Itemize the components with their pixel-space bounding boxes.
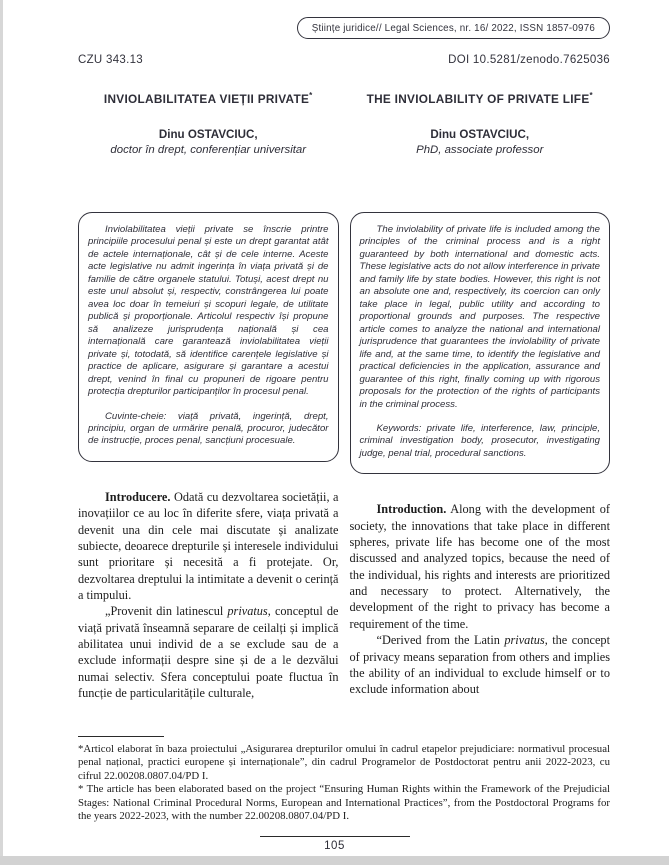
second-paragraph-ro [78,603,339,701]
journal-badge: Științe juridice// Legal Sciences, nr. 16/ 2022, ISSN 1857-0976 [297,17,610,39]
body-text-ro [78,489,339,701]
article-title-en-text: THE INVIOLABILITY OF PRIVATE LIFE [366,91,590,106]
intro-lead-ro: Introducere. [105,489,171,504]
footnotes-section [78,736,610,824]
para2-post-ro: , conceptul de viață privată înseamnă separare de ceilalți și implică abilitatea unui individ de a se exclude sau de a exclude informații despre sine și de a le dezvălui numai selectiv. Sfera conceptului poate fluctua în funcție de particularitățile culturale, [78,604,339,701]
page-footer [0,836,669,852]
doi-label: DOI 10.5281/zenodo.7625036 [448,54,610,66]
second-paragraph-en [350,632,611,697]
author-affiliation-ro: doctor în drept, conferențiar universitar [110,143,307,156]
para2-post-en: , the concept of privacy means separation from others and implies the ability of an individual to exclude himself or to exclude information about [349,633,610,697]
page-bottom-edge [0,856,669,865]
abstract-text-ro: Inviolabilitatea vieții private se înscrie printre principiile procesului penal și este un drept garantat atât de actele internaționale, cât și de cele interne. Aceste acte legislative nu admit ingerința în viața privată și de familie de către organele statului. Totuși, acest drept nu este unul absolut și, respectiv, constrângerea lui poate avea loc doar în temeiuri și scopuri legale, de utilitate publică și proporționale. Articolul respectiv își propune să analizeze jurisprudența națională și cea internațională care garantează inviolabilitatea vieții private și, totodată, să identifice carențele legislative și practice de aplicare, asigurare și garantare a acestui drept, venind în final cu propuneri de rigoare pentru protecția drepturilor participanților în procesul penal. [88,223,329,398]
intro-text-en: Along with the development of society, the innovations that take place in different spheres, private life has become one of the most discussed and analyzed topics, because the need of the individual, his rights and interests are prioritized and necessary to protect. Alternatively, the development of the right to privacy has become a requirement of the time. [349,502,610,631]
author-name-en: Dinu OSTAVCIUC, [430,128,530,142]
intro-paragraph-en [350,501,611,632]
title-footnote-marker-en: * [589,91,593,100]
article-title-ro-text: INVIOLABILITATEA VIEȚII PRIVATE [103,91,310,106]
page-number-rule [260,836,410,837]
para2-pre-en: “Derived from the Latin [376,633,505,648]
article-title-en [350,91,611,107]
author-block-en [350,128,611,157]
body-text-en [350,501,611,697]
column-romanian [78,91,339,701]
footnote-en: * The article has been elaborated based on the project “Ensuring Human Rights within the Framework of the Prejudicial Stages: National Criminal Procedural Norms, European and International Practices”, from the Postdoctoral Programs for the years 2022-2023, with the number 22.00208.0807.04/PD I. [78,783,610,823]
abstract-text-en: The inviolability of private life is included among the principles of the criminal process and is a right guaranteed by both international and domestic acts. These legislative acts do not allow interference in private and family life by state bodies. However, this right is not an absolute one and, respectively, its coercion can only take place in legal, public utility and according to proportional grounds and purposes. The respective article comes to analyze the national and international jurisprudence that guarantees the inviolability of private life and, at the same time, to identify the legislative and practical deficiencies in the application, assurance and guarantee of this right, finally coming up with rigorous proposals for the protection of the rights of participants in the criminal process. [359,223,601,410]
para2-latin-term-en: privatus [504,633,545,648]
abstract-box-en [350,212,611,474]
keywords-en: Keywords: private life, interference, law, principle, criminal investigation body, prosecutor, investigating judge, penal trial, procedural sanctions. [359,423,600,459]
article-title-ro [78,91,339,107]
para2-latin-term-ro: privatus [227,604,268,619]
keywords-ro: Cuvinte-cheie: viață privată, ingerință, drept, principiu, organ de urmărire penală, procuror, judecător de instrucție, proces penal, sancțiuni procesuale. [88,410,329,447]
author-name-ro: Dinu OSTAVCIUC, [158,128,258,142]
para2-pre-ro: „Provenit din latinescul [105,604,228,619]
author-block-ro [78,128,339,157]
page-number: 105 [324,840,345,852]
intro-paragraph-ro [78,489,339,603]
footnote-separator [78,736,164,737]
intro-text-ro: Odată cu dezvoltarea societății, a inovațiilor ce au loc în diferite sfere, viața privată a devenit una din cele mai discutate și analizate subiecte, deoarece drepturile și interesele individului sunt prioritare și necesită a fi protejate. Or, dezvoltarea dreptului la intimitate a devenit o cerință a timpului. [78,489,339,603]
czu-code: CZU 343.13 [78,54,144,66]
journal-badge-row [78,17,610,39]
column-english [350,91,611,698]
title-footnote-marker-ro: * [309,91,313,100]
two-column-layout [78,91,610,701]
footnote-ro: *Articol elaborat în baza proiectului „Asigurarea drepturilor omului în cadrul etapelor prejudiciare: normativul procesual penal național, practici europene și internaționale”, din cadrul Programelor de Postdoctorat pentru anii 2022-2023, cu cifrul 22.00208.0807.04/PD I. [78,743,610,782]
author-affiliation-en: PhD, associate professor [416,143,544,156]
meta-row [78,54,610,66]
abstract-box-ro [78,212,339,462]
page-content [78,0,610,701]
intro-lead-en: Introduction. [376,502,447,517]
page-left-edge [0,0,3,865]
